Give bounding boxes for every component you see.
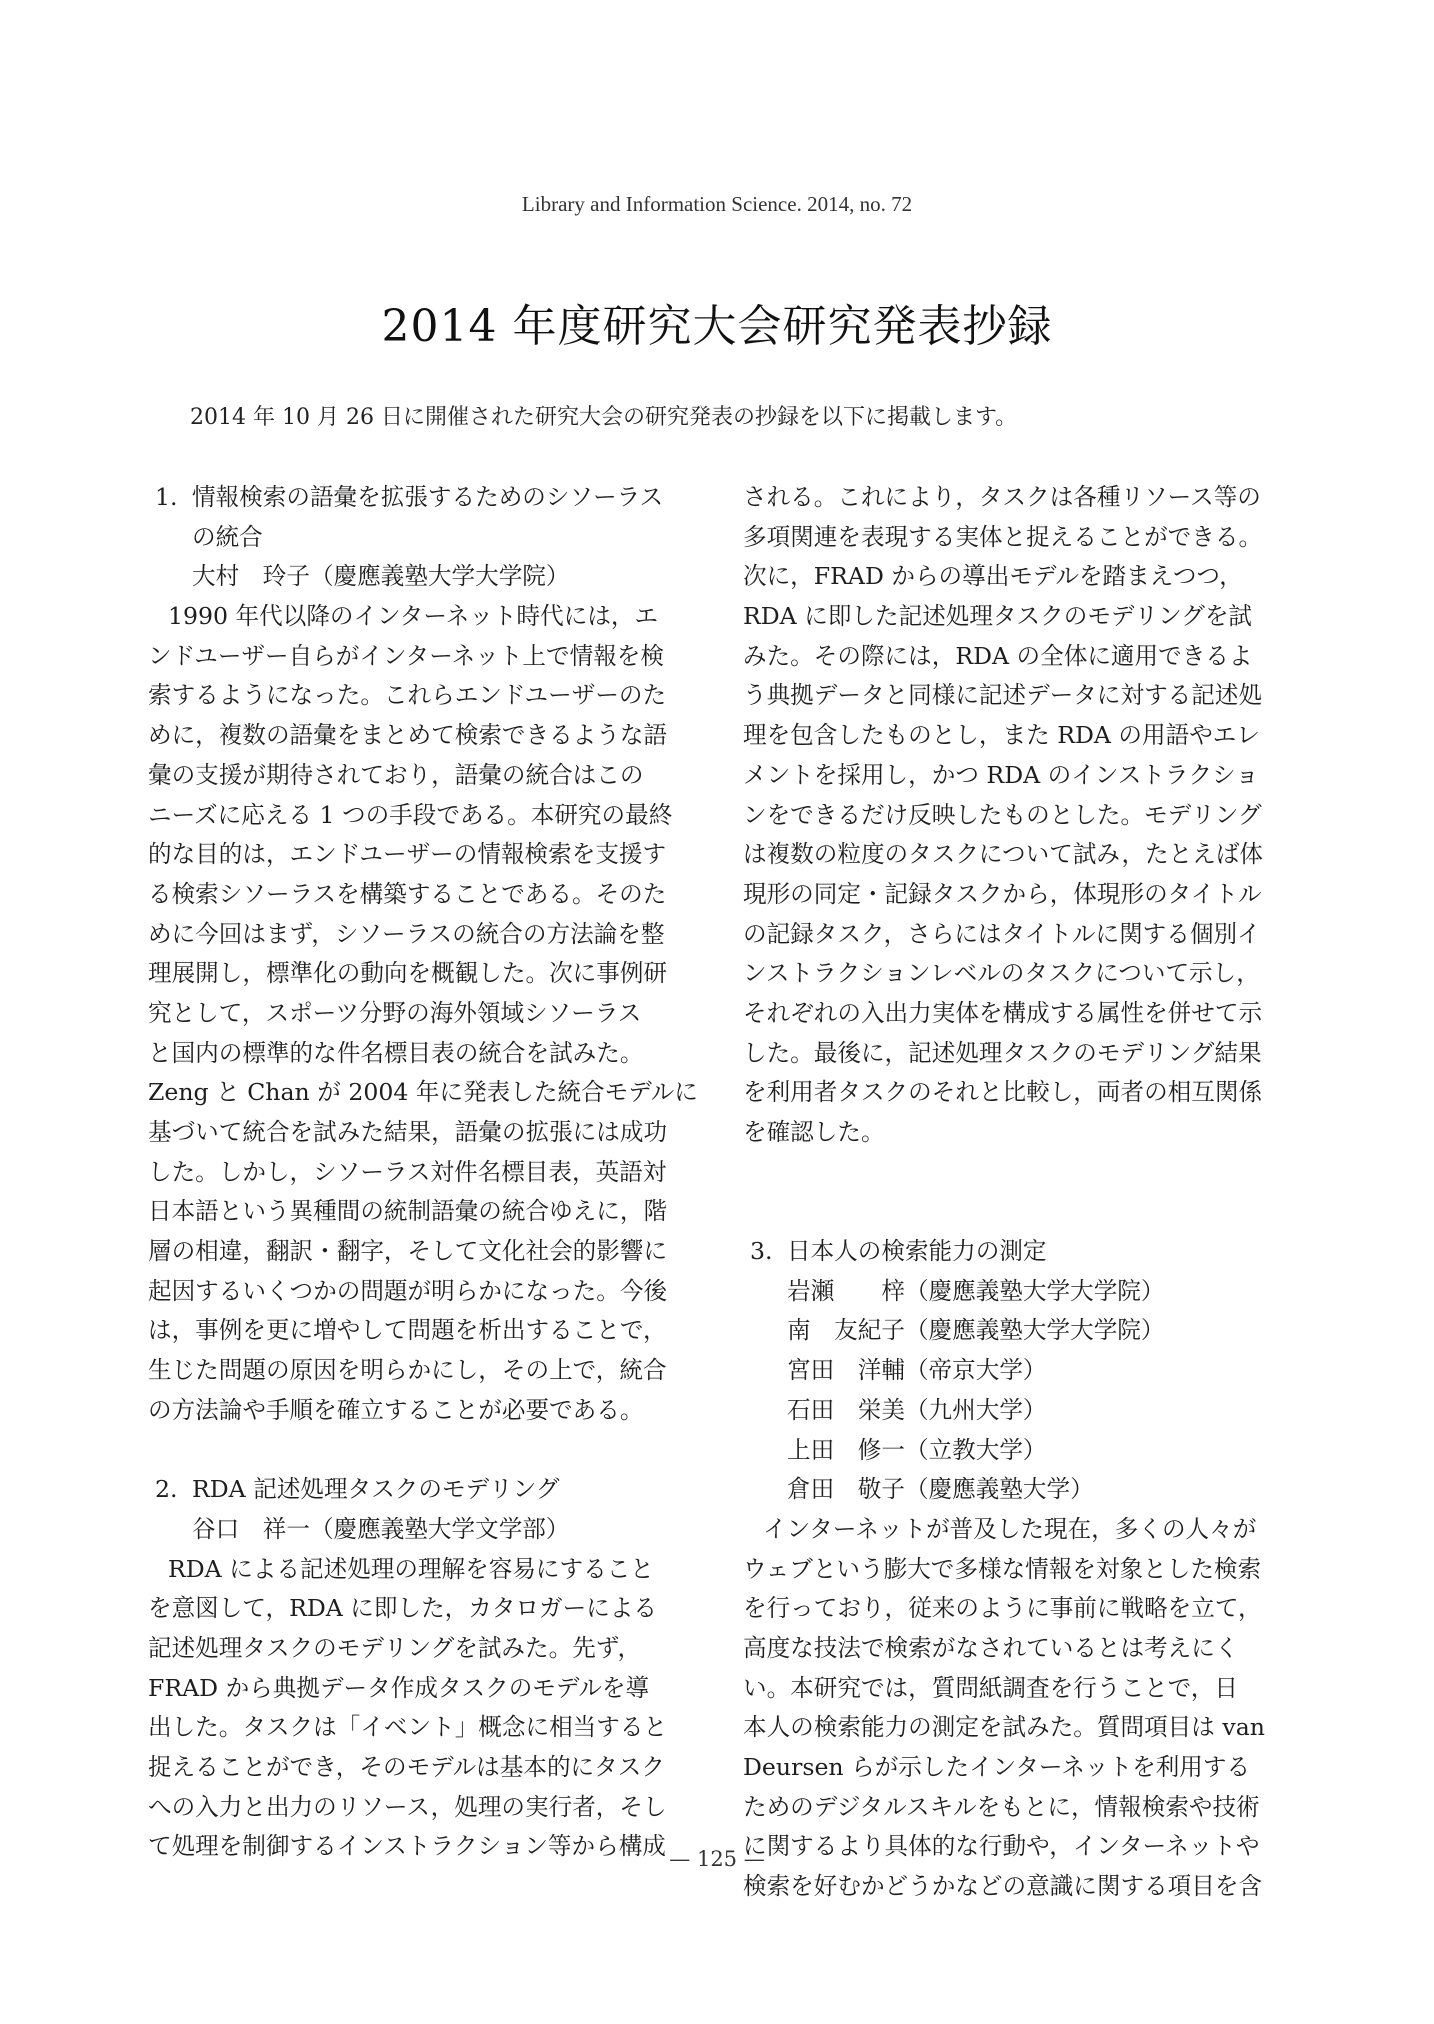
paragraph-line: 理を包含したものとし，また RDA の用語やエレ xyxy=(743,721,1260,750)
paragraph-line: い。本研究では，質問紙調査を行うことで，日 xyxy=(743,1673,1238,1702)
paragraph-line: 索するようになった。これらエンドユーザーのた xyxy=(148,681,667,710)
paragraph-line: て処理を制御するインストラクション等から構成 xyxy=(148,1832,666,1861)
section-3-author: 岩瀬 梓（慶應義塾大学大学院） xyxy=(787,1276,1165,1305)
paragraph-line: 捉えることができ，そのモデルは基本的にタスク xyxy=(148,1753,665,1781)
paragraph-line: 高度な技法で検索がなされているとは考えにく xyxy=(743,1633,1239,1662)
right-column xyxy=(743,478,1298,1907)
paragraph-line: を確認した。 xyxy=(743,1118,885,1146)
paragraph-line: 生じた問題の原因を明らかにし，その上で，統合 xyxy=(148,1356,667,1385)
paragraph-line: と国内の標準的な件名標目表の統合を試みた。 xyxy=(148,1038,644,1067)
paragraph-line: RDA に即した記述処理タスクのモデリングを試 xyxy=(743,602,1253,631)
paragraph-line: に関するより具体的な行動や，インターネットや xyxy=(743,1832,1260,1861)
paragraph-line: FRAD から典拠データ作成タスクのモデルを導 xyxy=(148,1673,650,1702)
paragraph-line: を利用者タスクのそれと比較し，両者の相互関係 xyxy=(743,1078,1263,1107)
section-number: 2. xyxy=(155,1475,178,1504)
paragraph-line: への入力と出力のリソース，処理の実行者，そし xyxy=(148,1792,667,1821)
paragraph-line: 多項関連を表現する実体と捉えることができる。 xyxy=(743,522,1263,551)
paragraph-line: 彙の支援が期待されており，語彙の統合はこの xyxy=(148,760,644,789)
section-1-title-line: 1. 情報検索の語彙を拡張するためのシソーラス xyxy=(148,478,703,518)
paragraph-line: は複数の粒度のタスクについて試み，たとえば体 xyxy=(743,840,1264,869)
section-3-author: 宮田 洋輔（帝京大学） xyxy=(787,1356,1047,1385)
section-1-author: 大村 玲子（慶應義塾大学大学院） xyxy=(192,562,570,591)
paragraph-line: る検索シソーラスを構築することである。そのた xyxy=(148,879,667,908)
paragraph-line: は，事例を更に増やして問題を析出することで， xyxy=(148,1316,667,1345)
paragraph-line: ニーズに応える 1 つの手段である。本研究の最終 xyxy=(148,800,673,829)
paragraph-line: した。しかし，シソーラス対件名標目表，英語対 xyxy=(148,1157,667,1186)
section-3-author: 倉田 敬子（慶應義塾大学） xyxy=(787,1475,1094,1504)
page-title: 2014 年度研究大会研究発表抄録 xyxy=(381,301,1053,352)
paragraph-line: みた。その際には，RDA の全体に適用できるよ xyxy=(743,641,1253,670)
paragraph-line: される。これにより，タスクは各種リソース等の xyxy=(743,483,1261,511)
paragraph-line: ンストラクションレベルのタスクについて示し， xyxy=(743,959,1260,988)
section-1-title-line: の統合 xyxy=(192,522,263,551)
paragraph-line: 1990 年代以降のインターネット時代には，エ xyxy=(168,602,659,631)
paragraph-line: した。最後に，記述処理タスクのモデリング結果 xyxy=(743,1038,1262,1067)
paragraph-line: 現形の同定・記録タスクから，体現形のタイトル xyxy=(743,879,1262,908)
paragraph-line: ンドユーザー自らがインターネット上で情報を検 xyxy=(148,641,664,670)
paragraph-line: めに，複数の語彙をまとめて検索できるような語 xyxy=(148,721,668,750)
journal-header: Library and Information Science. 2014, no. 72 xyxy=(521,192,913,216)
paragraph-line: の方法論や手順を確立することが必要である。 xyxy=(148,1395,644,1424)
paragraph-line: Deursen らが示したインターネットを利用する xyxy=(743,1753,1251,1781)
left-column xyxy=(148,478,703,1867)
section-2-title: 2. RDA 記述処理タスクのモデリング xyxy=(148,1470,703,1510)
paragraph-line: ウェブという膨大で多様な情報を対象とした検索 xyxy=(743,1554,1262,1583)
paragraph-line: 検索を好むかどうかなどの意識に関する項目を含 xyxy=(743,1872,1263,1901)
section-number: 1. xyxy=(155,483,178,511)
section-3-author: 石田 栄美（九州大学） xyxy=(787,1395,1047,1424)
paragraph-line: RDA による記述処理の理解を容易にすること xyxy=(168,1554,654,1583)
paragraph-line: 本人の検索能力の測定を試みた。質問項目は van xyxy=(743,1713,1265,1742)
paragraph-line: を意図して，RDA に即した，カタロガーによる xyxy=(148,1594,658,1623)
paragraph-line: 次に，FRAD からの導出モデルを踏まえつつ， xyxy=(743,562,1243,591)
paragraph-line: 究として，スポーツ分野の海外領域シソーラス xyxy=(148,998,642,1027)
paragraph-line: の記録タスク，さらにはタイトルに関する個別イ xyxy=(743,919,1261,948)
section-3-title: 3. 日本人の検索能力の測定 xyxy=(743,1232,1298,1272)
paragraph-line: メントを採用し，かつ RDA のインストラクショ xyxy=(743,760,1259,789)
paragraph-line: う典拠データと同様に記述データに対する記述処 xyxy=(743,681,1263,710)
paragraph-line: 日本語という異種間の統制語彙の統合ゆえに，階 xyxy=(148,1197,668,1226)
paragraph-line: ためのデジタルスキルをもとに，情報検索や技術 xyxy=(743,1792,1260,1821)
page-number: — 125 — xyxy=(669,1847,765,1871)
paragraph-line: ンをできるだけ反映したものとした。モデリング xyxy=(743,800,1262,829)
paragraph-line: 的な目的は，エンドユーザーの情報検索を支援す xyxy=(148,840,667,869)
paragraph-line: それぞれの入出力実体を構成する属性を併せて示 xyxy=(743,998,1263,1027)
paragraph-line: 記述処理タスクのモデリングを試みた。先ず， xyxy=(148,1633,642,1662)
section-number: 3. xyxy=(750,1237,773,1266)
paragraph-line: 層の相違，翻訳・翻字，そして文化社会的影響に xyxy=(148,1237,668,1266)
paragraph-line: めに今回はまず，シソーラスの統合の方法論を整 xyxy=(148,919,665,948)
paragraph-line: を行っており，従来のように事前に戦略を立て， xyxy=(743,1594,1262,1623)
paragraph-line: インターネットが普及した現在，多くの人々が xyxy=(763,1514,1257,1543)
paragraph-line: 起因するいくつかの問題が明らかになった。今後 xyxy=(148,1276,668,1305)
paragraph-line: Zeng と Chan が 2004 年に発表した統合モデルに xyxy=(148,1078,698,1107)
paragraph-line: 理展開し，標準化の動向を概観した。次に事例研 xyxy=(148,959,668,988)
paragraph-line: 基づいて統合を試みた結果，語彙の拡張には成功 xyxy=(148,1118,668,1146)
paragraph-line: 出した。タスクは「イベント」概念に相当すると xyxy=(148,1713,668,1742)
section-2-author: 谷口 祥一（慶應義塾大学文学部） xyxy=(192,1514,570,1543)
section-3-author: 上田 修一（立教大学） xyxy=(787,1435,1047,1464)
intro-text: 2014 年 10 月 26 日に開催された研究大会の研究発表の抄録を以下に掲載します。 xyxy=(190,405,1018,430)
section-3-author: 南 友紀子（慶應義塾大学大学院） xyxy=(787,1316,1165,1345)
